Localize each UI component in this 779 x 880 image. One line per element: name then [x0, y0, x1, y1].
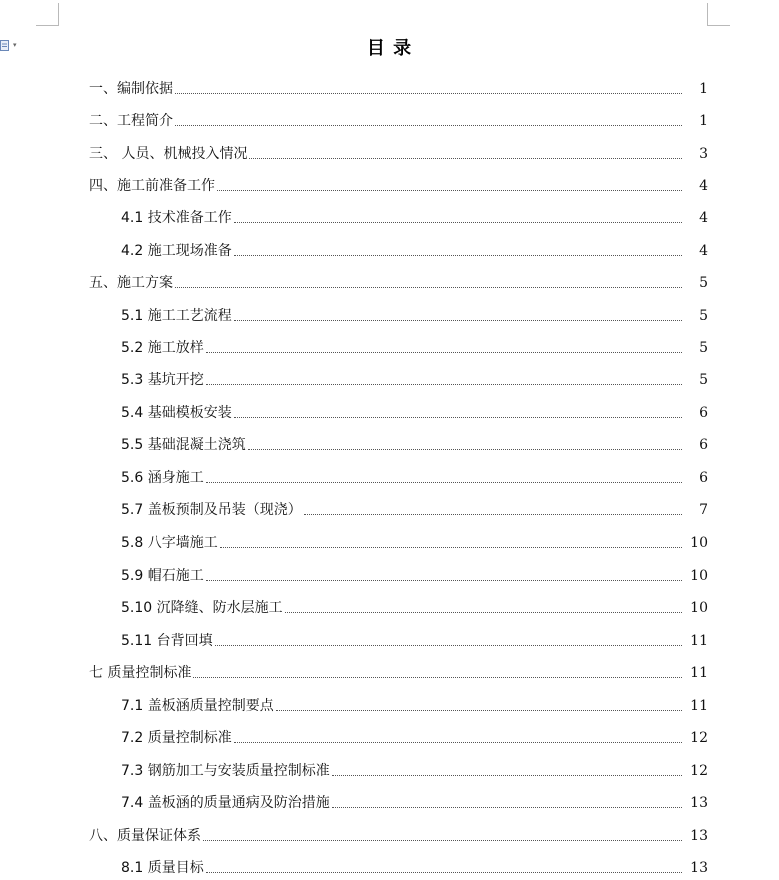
toc-page-number: 10	[690, 600, 708, 616]
toc-entry[interactable]	[0, 597, 779, 617]
toc-page-number: 11	[690, 633, 708, 649]
toc-entry[interactable]	[0, 565, 779, 585]
toc-dot-leader	[234, 417, 682, 418]
toc-entry-line	[0, 469, 708, 487]
toc-page-number: 10	[690, 535, 708, 551]
toc-dot-leader	[220, 547, 682, 548]
toc-dot-leader	[203, 840, 682, 841]
toc-dot-leader	[217, 190, 682, 191]
toc-entry-line	[0, 534, 708, 552]
toc-entry[interactable]	[0, 240, 779, 260]
toc-page-number: 12	[690, 763, 708, 779]
toc-dot-leader	[206, 580, 682, 581]
toc-entry-line	[0, 80, 708, 98]
toc-entry-line	[0, 436, 708, 454]
toc-entry-line	[0, 632, 708, 650]
toc-page-number: 4	[699, 210, 708, 226]
toc-entry-text: 5.4 基础模板安装	[121, 405, 232, 421]
toc-page-number: 10	[690, 568, 708, 584]
toc-entry[interactable]	[0, 402, 779, 422]
toc-entry[interactable]	[0, 727, 779, 747]
toc-page-number: 1	[699, 81, 708, 97]
toc-dot-leader	[248, 449, 682, 450]
toc-page-number: 11	[690, 665, 708, 681]
toc-entry-line	[0, 599, 708, 617]
toc-entry-text: 5.2 施工放样	[121, 340, 204, 356]
toc-page-number: 13	[690, 860, 708, 876]
toc-entry-text: 7.1 盖板涵质量控制要点	[121, 698, 274, 714]
toc-entry-text: 三、 人员、机械投入情况	[89, 146, 248, 162]
toc-entry-text: 5.9 帽石施工	[121, 568, 204, 584]
toc-page-number: 4	[699, 243, 708, 259]
toc-entry-text: 7.4 盖板涵的质量通病及防治措施	[121, 795, 330, 811]
toc-dot-leader	[304, 514, 682, 515]
toc-entry[interactable]	[0, 532, 779, 552]
toc-page-number: 13	[690, 795, 708, 811]
toc-dot-leader	[285, 612, 682, 613]
toc-entry-line	[0, 794, 708, 812]
toc-entry-line	[0, 404, 708, 422]
toc-dot-leader	[234, 320, 682, 321]
toc-page-number: 5	[699, 340, 708, 356]
toc-entry[interactable]	[0, 305, 779, 325]
toc-entry-text: 五、施工方案	[89, 275, 173, 291]
toc-entry[interactable]	[0, 662, 779, 682]
toc-entry[interactable]	[0, 467, 779, 487]
toc-entry-text: 7.3 钢筋加工与安装质量控制标准	[121, 763, 330, 779]
toc-entry-line	[0, 274, 708, 292]
toc-dot-leader	[234, 222, 682, 223]
toc-entry[interactable]	[0, 499, 779, 519]
toc-entry-line	[0, 177, 708, 195]
toc-dot-leader	[175, 93, 682, 94]
toc-entry-text: 一、编制依据	[89, 81, 173, 97]
toc-dot-leader	[234, 742, 682, 743]
toc-entry-line	[0, 567, 708, 585]
toc-dot-leader	[206, 352, 682, 353]
toc-entry-text: 7.2 质量控制标准	[121, 730, 232, 746]
toc-page-number: 1	[699, 113, 708, 129]
toc-entry[interactable]	[0, 272, 779, 292]
toc-page-number: 7	[699, 502, 708, 518]
toc-entry-text: 5.11 台背回填	[121, 633, 213, 649]
toc-entry[interactable]	[0, 630, 779, 650]
toc-entry-text: 8.1 质量目标	[121, 860, 204, 876]
toc-dot-leader	[206, 872, 682, 873]
toc-entry[interactable]	[0, 760, 779, 780]
toc-page-number: 13	[690, 828, 708, 844]
toc-entry-text: 5.5 基础混凝土浇筑	[121, 437, 246, 453]
toc-entry[interactable]	[0, 207, 779, 227]
toc-entry-line	[0, 501, 708, 519]
toc-entry-line	[0, 664, 708, 682]
toc-page-number: 5	[699, 275, 708, 291]
toc-entry-text: 5.3 基坑开挖	[121, 372, 204, 388]
toc-dot-leader	[206, 482, 682, 483]
toc-entry-line	[0, 859, 708, 877]
toc-entry-line	[0, 729, 708, 747]
toc-entry-text: 二、工程简介	[89, 113, 173, 129]
toc-entry[interactable]	[0, 825, 779, 845]
toc-page-number: 12	[690, 730, 708, 746]
crop-mark-top-left	[36, 3, 59, 26]
toc-entry-line	[0, 242, 708, 260]
toc-dot-leader	[193, 677, 682, 678]
toc-entry-line	[0, 307, 708, 325]
toc-entry[interactable]	[0, 369, 779, 389]
toc-entry-line	[0, 762, 708, 780]
toc-page-number: 6	[699, 405, 708, 421]
toc-entry-text: 5.8 八字墙施工	[121, 535, 218, 551]
toc-entry-line	[0, 371, 708, 389]
toc-dot-leader	[175, 287, 682, 288]
toc-entry[interactable]	[0, 78, 779, 98]
toc-dot-leader	[234, 255, 682, 256]
toc-entry-text: 5.10 沉降缝、防水层施工	[121, 600, 283, 616]
toc-entry-line	[0, 697, 708, 715]
toc-dot-leader	[206, 384, 682, 385]
toc-entry[interactable]	[0, 110, 779, 130]
toc-entry-text: 4.2 施工现场准备	[121, 243, 232, 259]
toc-entry-text: 七 质量控制标准	[89, 665, 192, 681]
toc-dot-leader	[175, 125, 682, 126]
toc-page-number: 5	[699, 308, 708, 324]
toc-entry-text: 5.7 盖板预制及吊装（现浇）	[121, 502, 302, 518]
toc-entry-line	[0, 209, 708, 227]
toc-entry-text: 5.1 施工工艺流程	[121, 308, 232, 324]
toc-page-number: 6	[699, 437, 708, 453]
toc-entry[interactable]	[0, 792, 779, 812]
toc-entry[interactable]	[0, 434, 779, 454]
crop-mark-top-right	[707, 3, 730, 26]
toc-dot-leader	[215, 645, 682, 646]
toc-dot-leader	[249, 158, 682, 159]
toc-page-number: 6	[699, 470, 708, 486]
toc-entry[interactable]	[0, 175, 779, 195]
toc-dot-leader	[332, 807, 682, 808]
toc-entry[interactable]	[0, 695, 779, 715]
toc-dot-leader	[276, 710, 682, 711]
toc-page-number: 3	[699, 146, 708, 162]
toc-entry[interactable]	[0, 337, 779, 357]
toc-entry-text: 八、质量保证体系	[89, 828, 201, 844]
toc-entry-line	[0, 827, 708, 845]
toc-entry[interactable]	[0, 143, 779, 163]
toc-entry-text: 5.6 涵身施工	[121, 470, 204, 486]
toc-entry-text: 4.1 技术准备工作	[121, 210, 232, 226]
toc-entry-line	[0, 339, 708, 357]
toc-dot-leader	[332, 775, 682, 776]
toc-page-number: 11	[690, 698, 708, 714]
toc-entry[interactable]	[0, 857, 779, 877]
toc-entry-line	[0, 112, 708, 130]
toc-entry-text: 四、施工前准备工作	[89, 178, 215, 194]
toc-title: 目 录	[366, 38, 413, 59]
chevron-down-icon: ▾	[13, 41, 17, 49]
toc-entry-line	[0, 145, 708, 163]
toc-page-number: 4	[699, 178, 708, 194]
toc-page-number: 5	[699, 372, 708, 388]
